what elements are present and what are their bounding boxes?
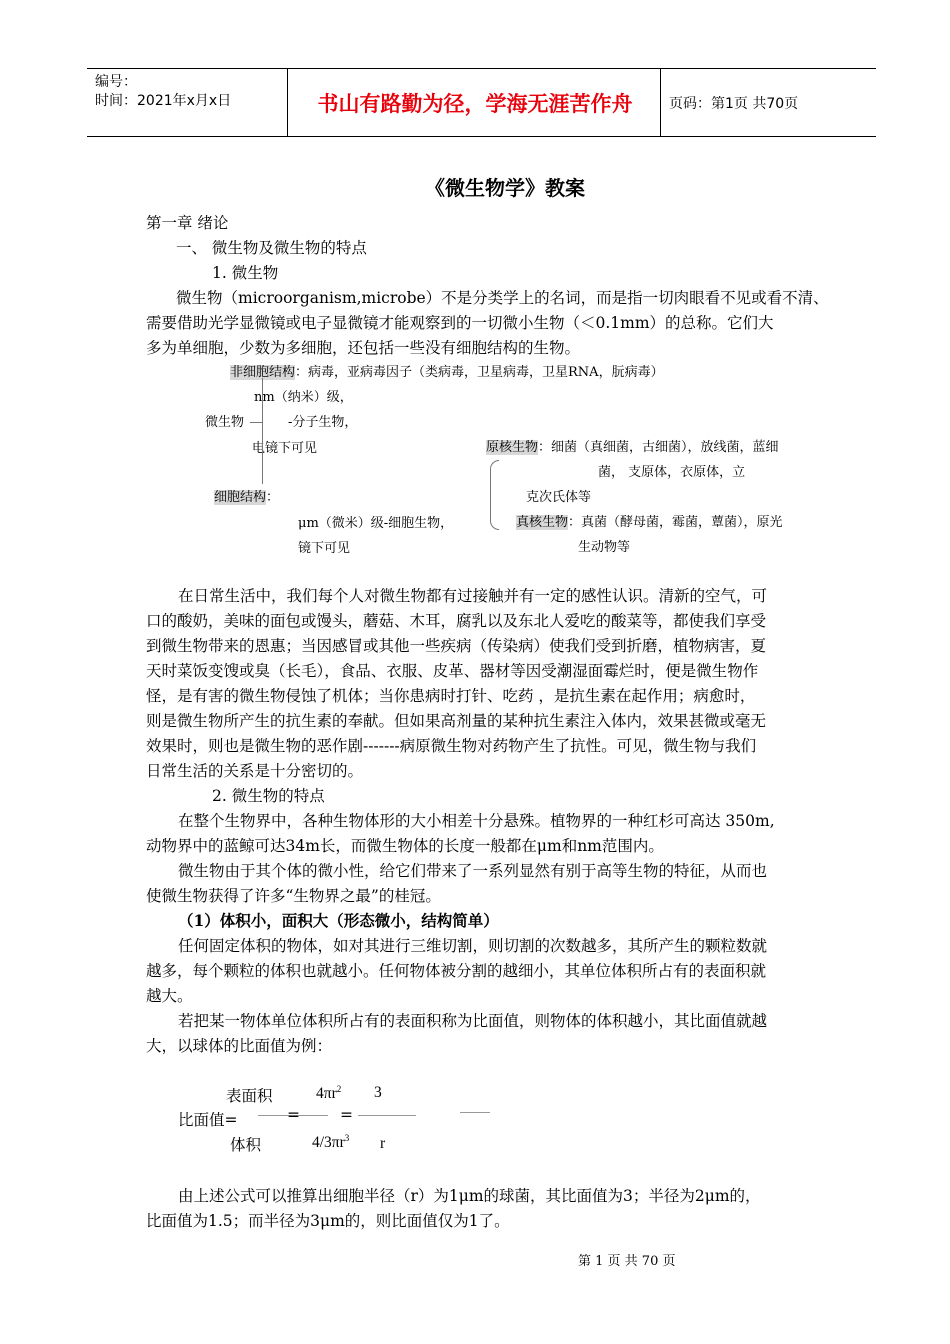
- paragraph-line: 天时菜饭变馊或臭（长毛），食品、衣服、皮革、器材等因受潮湿面霉烂时，便是微生物作: [146, 662, 759, 680]
- header-page-number: 页码：第1页 共70页: [669, 95, 799, 112]
- nm-scale: nm（纳米）级，: [254, 390, 353, 405]
- paragraph-line: 在日常生活中，我们每个人对微生物都有过接触并有一定的感性认识。清新的空气，可: [178, 587, 768, 605]
- formula-eq2: =: [340, 1106, 353, 1124]
- noncellular-label: 非细胞结构: [230, 365, 296, 380]
- light-microscope: 镜下可见: [298, 541, 351, 556]
- prokaryote-line3: 克次氏体等: [526, 490, 592, 505]
- formula-sup3: 3: [344, 1133, 350, 1143]
- paragraph-line: 微生物（microorganism,microbe）不是分类学上的名词，而是指一切肉眼看不见或看不清、: [176, 289, 829, 307]
- bold-heading: （1）体积小，面积大（形态微小，结构简单）: [178, 911, 499, 930]
- cellular-colon: ：: [266, 490, 280, 505]
- paragraph-line: 越大。: [146, 987, 193, 1005]
- subsection-heading: 2. 微生物的特点: [212, 787, 325, 805]
- paragraph-line: 越多，每个颗粒的体积也就越小。任何物体被分割的越细小，其单位体积所占有的表面积就: [146, 962, 767, 980]
- noncellular-text: ：病毒，亚病毒因子（类病毒，卫星病毒，卫星RNA，朊病毒）: [295, 365, 664, 380]
- paragraph-line: 口的酸奶，美味的面包或馒头，蘑菇、木耳，腐乳以及东北人爱吃的酸菜等，都使我们享受: [146, 612, 767, 630]
- formula-num1: [316, 1084, 341, 1103]
- section-heading: 一、 微生物及微生物的特点: [176, 239, 367, 257]
- page-footer: 第 1 页 共 70 页: [578, 1254, 676, 1269]
- paragraph-line: 使微生物获得了许多“生物界之最”的桂冠。: [146, 887, 441, 905]
- electron-microscope: 电镜下可见: [252, 441, 318, 456]
- um-scale: μm（微米）级-细胞生物，: [298, 516, 454, 531]
- doc-code: 编号：: [95, 74, 137, 90]
- right-brace: [490, 460, 499, 530]
- header-table: [87, 68, 876, 137]
- left-brace-tick: [250, 422, 262, 423]
- left-brace: [262, 378, 263, 484]
- formula-num2: 3: [374, 1084, 382, 1101]
- paragraph-line: 若把某一物体单位体积所占有的表面积称为比面值，则物体的体积越小，其比面值就越: [178, 1012, 768, 1030]
- paragraph-line: 比面值为1.5；而半径为3μm的，则比面值仅为1了。: [146, 1212, 510, 1230]
- formula-den1: [312, 1133, 349, 1152]
- fraction-bar: [460, 1112, 490, 1113]
- paragraph-line: 则是微生物所产生的抗生素的奉献。但如果高剂量的某种抗生素注入体内，效果甚微或毫无: [146, 712, 767, 730]
- paragraph-line: 多为单细胞，少数为多细胞，还包括一些没有细胞结构的生物。: [146, 339, 581, 357]
- page-title: 《微生物学》教案: [425, 176, 585, 200]
- diagram-root: 微生物: [205, 415, 245, 430]
- paragraph-line: 任何固定体积的物体，如对其进行三维切割，则切割的次数越多，其所产生的颗粒数就: [178, 937, 768, 955]
- noncellular-line: [230, 361, 664, 380]
- header-info: [95, 73, 231, 111]
- eukaryote-label: 真核生物: [516, 515, 569, 530]
- header-motto: 书山有路勤为径，学海无涯苦作舟: [317, 91, 633, 116]
- cellular-line: [214, 486, 279, 505]
- paragraph-line: 需要借助光学显微镜或电子显微镜才能观察到的一切微小生物（＜0.1mm）的总称。它们大: [146, 314, 774, 332]
- prokaryote-label: 原核生物: [486, 440, 539, 455]
- formula-eq1: =: [287, 1106, 300, 1124]
- header-divider: [660, 69, 661, 136]
- prokaryote-text: ：细菌（真细菌，古细菌），放线菌，蓝细: [538, 440, 779, 455]
- formula-den1-text: 4/3πr: [312, 1134, 345, 1152]
- molecule-organism: -分子生物，: [288, 415, 358, 430]
- paragraph-line: 到微生物带来的恩惠；当因感冒或其他一些疾病（传染病）使我们受到折磨，植物病害，夏: [146, 637, 767, 655]
- paragraph-line: 日常生活的关系是十分密切的。: [146, 762, 364, 780]
- eukaryote-line: [516, 511, 783, 530]
- paragraph-line: 在整个生物界中，各种生物体形的大小相差十分悬殊。植物界的一种红杉可高达 350m,: [178, 812, 775, 830]
- eukaryote-line2: 生动物等: [578, 540, 631, 555]
- formula-sup2: 2: [336, 1084, 342, 1094]
- chapter-heading: 第一章 绪论: [146, 214, 229, 232]
- formula-surface: 表面积: [226, 1087, 273, 1105]
- formula-lhs: 比面值=: [178, 1111, 238, 1129]
- paragraph-line: 动物界中的蓝鲸可达34m长，而微生物体的长度一般都在μm和nm范围内。: [146, 837, 664, 855]
- subsection-heading: 1. 微生物: [212, 264, 279, 282]
- header-divider: [287, 69, 288, 136]
- formula-volume: 体积: [230, 1136, 262, 1154]
- formula-den2: r: [380, 1135, 386, 1152]
- paragraph-line: 怪，是有害的微生物侵蚀了机体；当你患病时打针、吃药 ，是抗生素在起作用；病愈时，: [146, 687, 756, 705]
- prokaryote-line: [486, 436, 779, 455]
- eukaryote-text: ：真菌（酵母菌，霉菌，蕈菌），原光: [568, 515, 783, 530]
- prokaryote-line2: 菌， 支原体，衣原体，立: [598, 465, 746, 480]
- paragraph-line: 大，以球体的比面值为例：: [146, 1037, 333, 1055]
- paragraph-line: 效果时，则也是微生物的恶作剧-------病原微生物对药物产生了抗性。可见，微生物与我们: [146, 737, 757, 755]
- paragraph-line: 微生物由于其个体的微小性，给它们带来了一系列显然有别于高等生物的特征，从而也: [178, 862, 768, 880]
- cellular-label: 细胞结构: [214, 490, 267, 505]
- paragraph-line: 由上述公式可以推算出细胞半径（r）为1μm的球菌，其比面值为3；半径为2μm的，: [178, 1187, 761, 1205]
- fraction-bar: [358, 1115, 416, 1116]
- doc-date: 时间：2021年x月x日: [95, 93, 232, 109]
- formula-num1-text: 4πr: [316, 1085, 337, 1103]
